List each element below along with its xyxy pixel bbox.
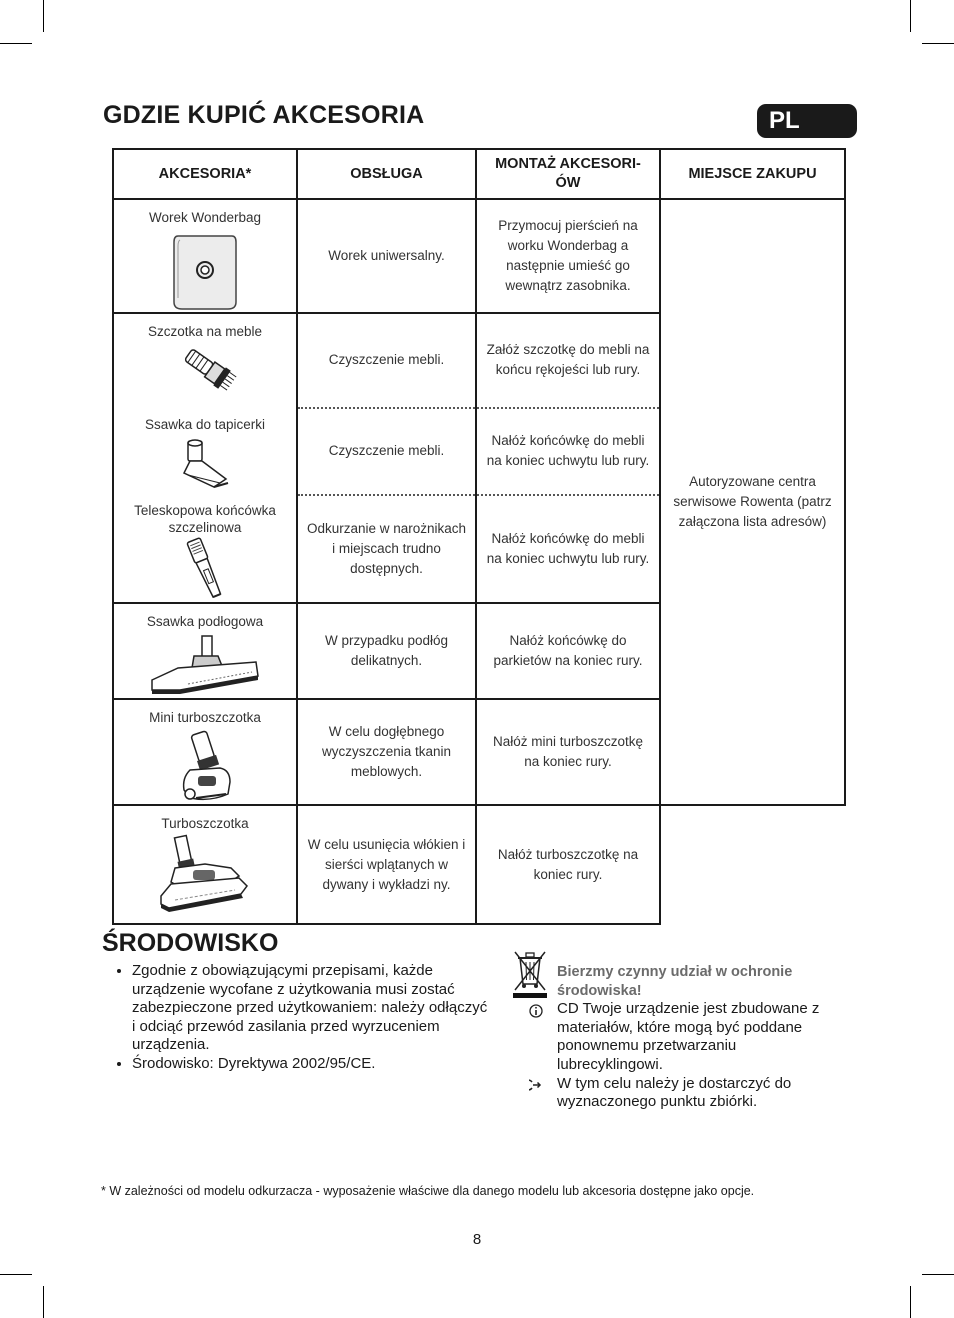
crop-mark (922, 43, 954, 44)
use-cell: Czyszczenie mebli. (297, 313, 476, 408)
use-cell: W przypadku podłóg delikatnych. (297, 603, 476, 699)
accessory-name: Worek Wonderbag (148, 210, 262, 225)
accessory-name: Mini turboszczotka (149, 710, 261, 725)
column-header-accessories: AKCESORIA* (113, 149, 297, 199)
turbo-brush-image (155, 834, 255, 914)
mount-cell: Nałóż turboszczotkę na koniec rury. (476, 805, 660, 924)
crop-mark (922, 1274, 954, 1275)
crop-mark (0, 1274, 32, 1275)
mount-cell: Nałóż końcówkę do parkietów na koniec rury. (476, 603, 660, 699)
table-row (113, 199, 845, 313)
accessory-name: Ssawka do tapicerki (144, 417, 266, 432)
mount-cell: Załóż szczotkę do mebli na końcu rękojeści lub rury. (476, 313, 660, 408)
mount-cell: Nałóż końcówkę do mebli na koniec uchwytu lub rury. (476, 495, 660, 603)
table-row (113, 805, 845, 924)
page-title: GDZIE KUPIĆ AKCESORIA (103, 101, 425, 129)
use-cell: W celu dogłębnego wyczyszczenia tkanin meblowych. (297, 699, 476, 805)
crop-mark (43, 0, 44, 32)
column-header-purchase-place: MIEJSCE ZAKUPU (660, 149, 845, 199)
environment-bullet-list (112, 962, 492, 1074)
accessory-name: Teleskopowa końcówka szczelinowa (134, 503, 276, 535)
column-header-use: OBSŁUGA (297, 149, 476, 199)
mount-cell: Nałóż mini turboszczotkę na koniec rury. (476, 699, 660, 805)
accessory-cell (113, 699, 297, 805)
column-header-mounting: MONTAŻ AKCESORI-ÓW (476, 149, 660, 199)
accessory-cell (113, 199, 297, 313)
mount-cell: Nałóż końcówkę do mebli na koniec uchwytu lub rury. (476, 408, 660, 496)
crossed-out-bin-icon (512, 948, 548, 1000)
mini-turbo-brush-image (170, 730, 240, 804)
accessory-name: Szczotka na meble (147, 324, 263, 339)
right-arrow-circle-icon (529, 1078, 543, 1092)
accessories-table (112, 148, 846, 925)
list-item: • Zgodnie z obowiązującymi przepisami, każde urządzenie wycofane z użytkowania musi zostać zabezpieczone przed użytkowaniem: należy odłączyć i odciąć przewód zasilania przed wyrzuceniem urządzenia. (132, 962, 492, 1055)
info-circle-icon (529, 1004, 543, 1018)
page-number: 8 (472, 1231, 482, 1248)
accessory-name: Turboszczotka (161, 816, 249, 831)
use-cell: W celu usunięcia włókien i sierści wplątanych w dywany i wykładzi ny. (297, 805, 476, 924)
language-badge: PL (757, 104, 857, 138)
accessory-item (118, 502, 292, 602)
accessory-name: Ssawka podłogowa (146, 614, 264, 629)
wonderbag-image (170, 232, 240, 312)
crop-mark (910, 1286, 911, 1318)
accessory-cell (113, 603, 297, 699)
floor-nozzle-image (148, 634, 262, 698)
list-item: • Środowisko: Dyrektywa 2002/95/CE. (132, 1055, 492, 1074)
recycling-info (557, 963, 827, 1112)
mount-cell: Przymocuj pierścień na worku Wonderbag a następnie umieść go wewnątrz zasobnika. (476, 199, 660, 313)
recycling-arrow-text: W tym celu należy je dostarczyć do wyznaczonego punktu zbiórki. (557, 1074, 792, 1111)
accessory-cell (113, 805, 297, 924)
accessory-cell (113, 313, 297, 603)
accessory-item (118, 322, 292, 415)
use-cell: Czyszczenie mebli. (297, 408, 476, 496)
upholstery-nozzle-image (170, 439, 240, 493)
furniture-brush-image (170, 346, 240, 396)
environment-section-title: ŚRODOWISKO (102, 929, 279, 957)
crop-mark (0, 43, 32, 44)
recycling-info-text: CD Twoje urządzenie jest zbudowane z materiałów, które mogą być poddane ponownemu przetwarzaniu lubrecyklingowi. (557, 1000, 820, 1073)
crop-mark (910, 0, 911, 32)
footnote: * W zależności od modelu odkurzacza - wyposażenie właściwe dla danego modelu lub akcesoria dostępne jako opcje. (101, 1184, 755, 1198)
use-cell: Odkurzanie w narożnikach i miejscach trudno dostępnych. (297, 495, 476, 603)
crop-mark (43, 1286, 44, 1318)
table-header-row (113, 149, 845, 199)
recycling-highlight: Bierzmy czynny udział w ochronie środowiska! (557, 964, 793, 999)
crevice-tool-image (170, 536, 240, 602)
accessory-item (118, 415, 292, 502)
purchase-place-cell: Autoryzowane centra serwisowe Rowenta (patrz załączona lista adresów) (660, 199, 845, 805)
use-cell: Worek uniwersalny. (297, 199, 476, 313)
